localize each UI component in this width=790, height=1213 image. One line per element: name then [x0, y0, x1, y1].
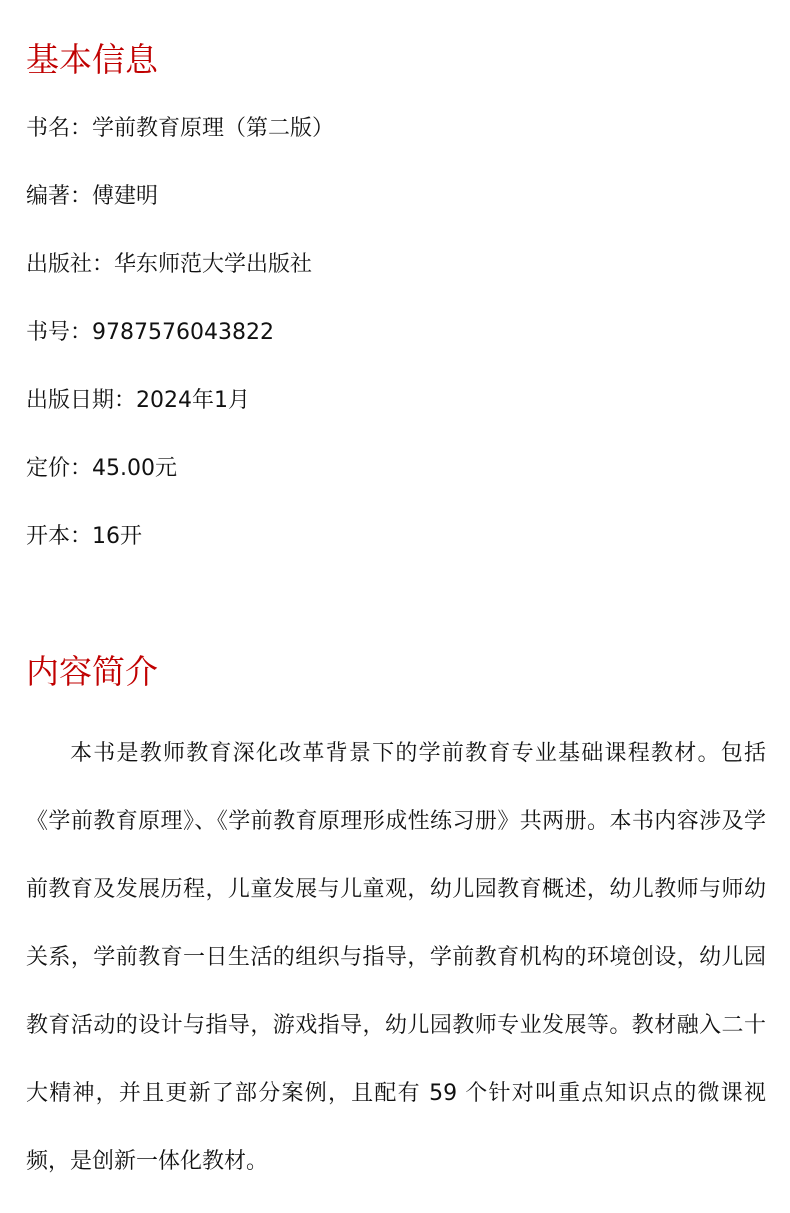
info-value: 华东师范大学出版社: [114, 252, 313, 277]
info-value: 傅建明: [92, 184, 159, 209]
info-row-price: 定价：45.00元: [26, 456, 178, 481]
info-value: 16开: [92, 524, 143, 549]
basic-info-list: [26, 112, 334, 588]
info-row-isbn: 书号：9787576043822: [26, 320, 274, 345]
info-row-publisher: 出版社：华东师范大学出版社: [26, 252, 313, 277]
info-value: 9787576043822: [92, 320, 274, 345]
info-row-format: 开本：16开: [26, 524, 143, 549]
intro-heading: 内容简介: [26, 652, 158, 691]
info-value: 2024年1月: [136, 388, 251, 413]
info-label: 书号: [26, 320, 71, 345]
basic-info-heading: 基本信息: [26, 40, 158, 79]
info-label: 出版社: [26, 252, 93, 277]
info-label: 书名: [26, 116, 71, 141]
info-row-author: 编著：傅建明: [26, 184, 159, 209]
info-label: 出版日期: [26, 388, 115, 413]
info-row-book-title: 书名：学前教育原理（第二版）: [26, 116, 335, 141]
info-label: 定价: [26, 456, 71, 481]
intro-paragraph: 本书是教师教育深化改革背景下的学前教育专业基础课程教材。包括《学前教育原理》、《学前教育原理形成性练习册》共两册。本书内容涉及学前教育及发展历程，儿童发展与儿童观，幼儿园教育概述，幼儿教师与师幼关系，学前教育一日生活的组织与指导，学前教育机构的环境创设，幼儿园教育活动的设计与指导，游戏指导，幼儿园教师专业发展等。教材融入二十大精神，并且更新了部分案例，且配有 59 个针对叫重点知识点的微课视频，是创新一体化教材。: [26, 741, 766, 1174]
info-value: 学前教育原理（第二版）: [92, 116, 335, 141]
info-row-publish-date: 出版日期：2024年1月: [26, 388, 251, 413]
info-value: 45.00元: [92, 456, 178, 481]
info-label: 开本: [26, 524, 71, 549]
info-label: 编著: [26, 184, 71, 209]
